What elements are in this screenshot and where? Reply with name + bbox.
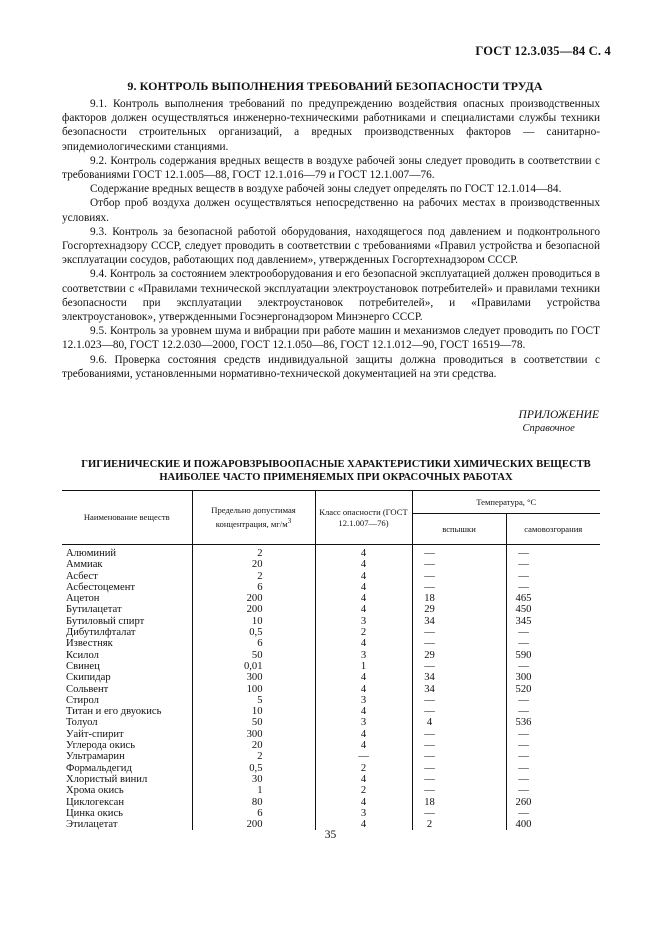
- header-hazard-class: Класс опасности (ГОСТ 12.1.007—76): [315, 491, 412, 545]
- paragraph-9-2: 9.2. Контроль содержания вредных веществ в воздухе рабочей зоны следует проводить в соответствии с требованиями ГОСТ 12.1.005—88, ГОСТ 12.1.016—79 и ГОСТ 12.1.007—76.: [62, 154, 600, 182]
- paragraph-9-3: 9.3. Контроль за безопасной работой оборудования, находящегося под давлением и подконтрольного Госгортехнадзору СССР, следует проводить в соответствии с требованиями «Правил устройства и безопасной эксплуатации сосудов, работающих под давлением», утвержденных Госгортехнадзором СССР.: [62, 225, 600, 267]
- page-number: 35: [324, 829, 337, 841]
- paragraph-9-2-sampling: Отбор проб воздуха должен осуществляться непосредственно на рабочих местах в производственных условиях.: [62, 197, 600, 224]
- cell-autoignition: 450: [506, 604, 600, 615]
- cell-flash-point: —: [412, 559, 506, 570]
- cell-hazard-class: 4: [315, 797, 412, 808]
- cell-flash-point: —: [412, 545, 506, 560]
- cell-flash-point: —: [412, 740, 506, 751]
- cell-concentration: 30: [192, 774, 315, 785]
- table-row: [62, 763, 600, 774]
- cell-flash-point: —: [412, 571, 506, 582]
- cell-flash-point: —: [412, 751, 506, 762]
- table-row: [62, 650, 600, 661]
- table-row: [62, 774, 600, 785]
- cell-concentration: 100: [192, 684, 315, 695]
- cell-autoignition: —: [506, 729, 600, 740]
- cell-hazard-class: 1: [315, 661, 412, 672]
- cell-autoignition: —: [506, 740, 600, 751]
- cell-flash-point: —: [412, 729, 506, 740]
- cell-concentration: 2: [192, 571, 315, 582]
- cell-autoignition: 260: [506, 797, 600, 808]
- cell-concentration: 0,01: [192, 661, 315, 672]
- cell-hazard-class: 4: [315, 740, 412, 751]
- table-title-line-2: НАИБОЛЕЕ ЧАСТО ПРИМЕНЯЕМЫХ ПРИ ОКРАСОЧНЫХ РАБОТАХ: [159, 471, 513, 483]
- cell-autoignition: —: [506, 661, 600, 672]
- cell-flash-point: —: [412, 627, 506, 638]
- table-row: [62, 593, 600, 604]
- table-row: [62, 638, 600, 649]
- cell-flash-point: —: [412, 706, 506, 717]
- cell-flash-point: —: [412, 695, 506, 706]
- cell-substance: Известняк: [66, 638, 113, 650]
- paragraph-9-5: 9.5. Контроль за уровнем шума и вибрации при работе машин и механизмов следует проводить по ГОСТ 12.1.023—80, ГОСТ 12.2.030—2000, ГОСТ 12.1.050—86, ГОСТ 12.1.012—90, ГОСТ 16519—78.: [62, 325, 600, 352]
- table-row: [62, 808, 600, 819]
- table-body: [62, 545, 600, 831]
- table-row: [62, 545, 600, 560]
- page-header: ГОСТ 12.3.035—84 С. 4: [475, 44, 611, 58]
- cell-autoignition: —: [506, 627, 600, 638]
- cell-hazard-class: 3: [315, 717, 412, 728]
- table-row: [62, 571, 600, 582]
- cell-concentration: 2: [192, 545, 315, 560]
- cell-flash-point: 29: [412, 604, 506, 615]
- table-row: [62, 695, 600, 706]
- cell-substance: Аммиак: [66, 559, 103, 571]
- table-row: [62, 717, 600, 728]
- table-title-line-1: ГИГИЕНИЧЕСКИЕ И ПОЖАРОВЗРЫВООПАСНЫЕ ХАРАКТЕРИСТИКИ ХИМИЧЕСКИХ ВЕЩЕСТВ: [81, 459, 591, 470]
- cell-hazard-class: 2: [315, 627, 412, 638]
- cell-flash-point: —: [412, 638, 506, 649]
- cell-flash-point: —: [412, 582, 506, 593]
- cell-concentration: 5: [192, 695, 315, 706]
- cell-flash-point: —: [412, 785, 506, 796]
- cell-substance: Ультрамарин: [66, 751, 125, 763]
- table-row: [62, 751, 600, 762]
- cell-autoignition: —: [506, 545, 600, 560]
- table-row: [62, 559, 600, 570]
- cell-concentration: 10: [192, 706, 315, 717]
- header-concentration: Предельно допустимая концентрация, $мг/м^3$: [192, 491, 315, 545]
- cell-autoignition: —: [506, 638, 600, 649]
- cell-hazard-class: 4: [315, 593, 412, 604]
- cell-substance: Сольвент: [66, 683, 109, 695]
- paragraph-9-6: 9.6. Проверка состояния средств индивидуальной защиты должна проводиться в соответствии с требованиями, установленными нормативно-технической документацией на эти средства.: [62, 353, 600, 380]
- cell-hazard-class: 4: [315, 545, 412, 560]
- cell-flash-point: 2: [412, 819, 506, 830]
- cell-flash-point: 34: [412, 616, 506, 627]
- table-row: [62, 785, 600, 796]
- cell-hazard-class: 2: [315, 763, 412, 774]
- cell-flash-point: 29: [412, 650, 506, 661]
- header-flash-point: вспышки: [412, 514, 506, 545]
- cell-hazard-class: 4: [315, 571, 412, 582]
- header-temperature: Температура, °С: [412, 491, 600, 514]
- table-row: [62, 740, 600, 751]
- cell-autoignition: —: [506, 785, 600, 796]
- cell-concentration: 0,5: [192, 763, 315, 774]
- cell-autoignition: —: [506, 774, 600, 785]
- cell-concentration: 6: [192, 638, 315, 649]
- cell-flash-point: 4: [412, 717, 506, 728]
- cell-hazard-class: 4: [315, 604, 412, 615]
- cell-flash-point: —: [412, 661, 506, 672]
- cell-concentration: 200: [192, 604, 315, 615]
- cell-substance: Толуол: [66, 717, 98, 729]
- cell-concentration: 20: [192, 559, 315, 570]
- cell-substance: Этилацетат: [66, 819, 118, 831]
- table-row: [62, 604, 600, 615]
- paragraph-9-2-content: Содержание вредных веществ в воздухе рабочей зоны следует определять по ГОСТ 12.1.014—84.: [90, 183, 562, 196]
- cell-autoignition: —: [506, 582, 600, 593]
- cell-autoignition: 465: [506, 593, 600, 604]
- cell-concentration: 1: [192, 785, 315, 796]
- cell-concentration: 0,5: [192, 627, 315, 638]
- cell-autoignition: —: [506, 559, 600, 570]
- cell-autoignition: 345: [506, 616, 600, 627]
- cell-substance: Асбестоцемент: [66, 581, 135, 593]
- cell-concentration: 50: [192, 650, 315, 661]
- cell-substance: Ацетон: [66, 593, 100, 605]
- cell-substance: Дибутилфталат: [66, 627, 136, 639]
- cell-substance: Бутилацетат: [66, 604, 122, 616]
- cell-substance: Асбест: [66, 570, 98, 582]
- cell-substance: Ксилол: [66, 649, 99, 661]
- cell-hazard-class: 4: [315, 559, 412, 570]
- cell-flash-point: —: [412, 808, 506, 819]
- cell-autoignition: —: [506, 763, 600, 774]
- cell-substance: Хрома окись: [66, 785, 124, 797]
- cell-flash-point: 34: [412, 684, 506, 695]
- cell-hazard-class: 4: [315, 819, 412, 830]
- cell-concentration: 6: [192, 582, 315, 593]
- header-autoignition: самовозгорания: [506, 514, 600, 545]
- table-row: [62, 729, 600, 740]
- cell-concentration: 50: [192, 717, 315, 728]
- cell-autoignition: 590: [506, 650, 600, 661]
- cell-autoignition: —: [506, 695, 600, 706]
- cell-concentration: 200: [192, 819, 315, 830]
- cell-substance: Формальдегид: [66, 762, 132, 774]
- header-concentration-superscript: 3: [287, 517, 292, 526]
- cell-substance: Стирол: [66, 694, 99, 706]
- table-row: [62, 627, 600, 638]
- table-title: [60, 459, 612, 484]
- cell-concentration: 80: [192, 797, 315, 808]
- cell-substance: Алюминий: [66, 548, 117, 559]
- cell-concentration: 6: [192, 808, 315, 819]
- cell-substance: Скипидар: [66, 672, 111, 684]
- cell-substance: Свинец: [66, 660, 100, 672]
- cell-hazard-class: 3: [315, 616, 412, 627]
- table-row: [62, 661, 600, 672]
- cell-concentration: 300: [192, 729, 315, 740]
- cell-flash-point: 18: [412, 593, 506, 604]
- paragraph-9-1: 9.1. Контроль выполнения требований по предупреждению воздействия опасных производственных факторов должен осуществляться инженерно-техническими работниками и специалистами службы техники безопасности строительных организаций, а вредных производственных факторов — санитарно-эпидемиологическими станциями.: [62, 98, 600, 153]
- table-row: [62, 684, 600, 695]
- appendix-label: [519, 408, 599, 436]
- cell-substance: Цинка окись: [66, 807, 123, 819]
- table-row: [62, 582, 600, 593]
- cell-flash-point: 34: [412, 672, 506, 683]
- cell-hazard-class: 2: [315, 785, 412, 796]
- cell-hazard-class: 4: [315, 684, 412, 695]
- cell-hazard-class: 4: [315, 729, 412, 740]
- cell-hazard-class: 4: [315, 638, 412, 649]
- table-row: [62, 616, 600, 627]
- cell-substance: Углерода окись: [66, 740, 136, 752]
- cell-concentration: 300: [192, 672, 315, 683]
- cell-hazard-class: 3: [315, 808, 412, 819]
- cell-flash-point: —: [412, 763, 506, 774]
- cell-autoignition: 300: [506, 672, 600, 683]
- cell-concentration: 20: [192, 740, 315, 751]
- cell-concentration: 2: [192, 751, 315, 762]
- cell-substance: Титан и его двуокись: [66, 706, 162, 718]
- cell-hazard-class: 3: [315, 695, 412, 706]
- cell-autoignition: —: [506, 571, 600, 582]
- cell-hazard-class: 3: [315, 650, 412, 661]
- appendix-title: ПРИЛОЖЕНИЕ: [518, 409, 599, 421]
- chemicals-table: [62, 490, 600, 830]
- section-title: 9. КОНТРОЛЬ ВЫПОЛНЕНИЯ ТРЕБОВАНИЙ БЕЗОПАСНОСТИ ТРУДА: [127, 79, 543, 93]
- cell-autoignition: —: [506, 706, 600, 717]
- cell-flash-point: —: [412, 774, 506, 785]
- cell-autoignition: 400: [506, 819, 600, 830]
- paragraph-9-4: 9.4. Контроль за состоянием электрооборудования и его безопасной эксплуатацией должен проводиться в соответствии с «Правилами технической эксплуатации электроустановок потребителей» и правилами техники безопасности при эксплуатации электроустановок потребителей», и «Правилами устройства электроустановок», утвержденными Госэнергонадзором Минэнерго СССР.: [62, 268, 600, 324]
- cell-hazard-class: 4: [315, 706, 412, 717]
- cell-autoignition: 536: [506, 717, 600, 728]
- table-row: [62, 706, 600, 717]
- cell-concentration: 200: [192, 593, 315, 604]
- cell-substance: Хлористый винил: [66, 773, 148, 785]
- cell-flash-point: 18: [412, 797, 506, 808]
- table-row: [62, 672, 600, 683]
- header-name: Наименование веществ: [62, 491, 192, 545]
- table-row: [62, 797, 600, 808]
- cell-substance: Уайт-спирит: [66, 728, 124, 740]
- cell-hazard-class: —: [315, 751, 412, 762]
- section-body: [62, 97, 600, 381]
- cell-autoignition: 520: [506, 684, 600, 695]
- cell-autoignition: —: [506, 808, 600, 819]
- cell-autoignition: —: [506, 751, 600, 762]
- cell-hazard-class: 4: [315, 774, 412, 785]
- cell-hazard-class: 4: [315, 672, 412, 683]
- appendix-note: Справочное: [522, 423, 575, 434]
- cell-substance: Бутиловый спирт: [66, 615, 145, 627]
- cell-hazard-class: 4: [315, 582, 412, 593]
- cell-concentration: 10: [192, 616, 315, 627]
- cell-substance: Циклогексан: [66, 796, 125, 808]
